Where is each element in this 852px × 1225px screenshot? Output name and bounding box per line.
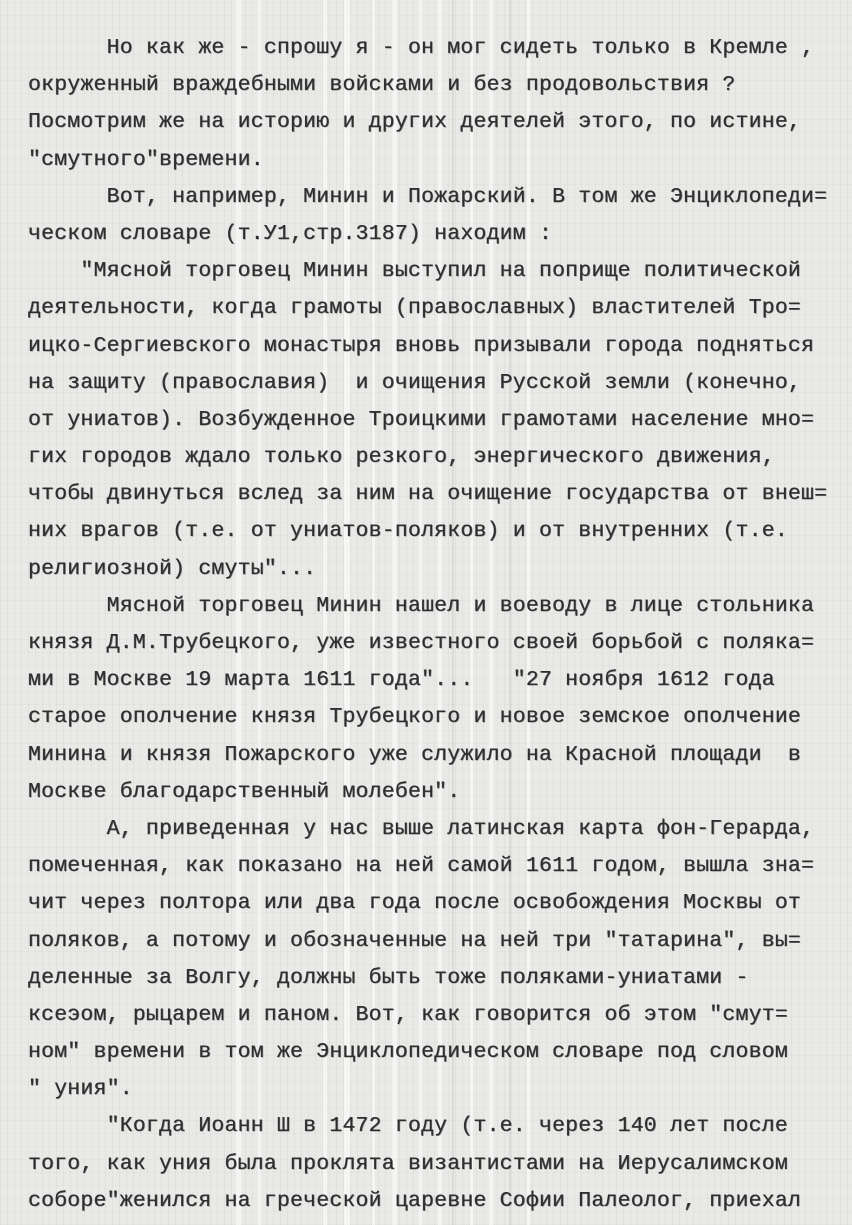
- text-line: деленные за Волгу, должны быть тоже поляками-униатами -: [28, 965, 749, 990]
- text-line: Вот, например, Минин и Пожарский. В том же Энциклопеди=: [28, 184, 828, 209]
- text-line: гих городов ждало только резкого, энергического движения,: [28, 445, 775, 470]
- text-line: чит через полтора или два года после освобождения Москвы от: [28, 891, 802, 916]
- text-line: Посмотрим же на историю и других деятелей этого, по истине,: [28, 110, 802, 135]
- text-line: деятельности, когда грамоты (православных) властителей Тро=: [28, 296, 802, 321]
- text-line: "смутного"времени.: [28, 147, 264, 172]
- text-line: окруженный враждебными войсками и без продовольствия ?: [28, 73, 736, 98]
- text-line: ми в Москве 19 марта 1611 года"... "27 ноября 1612 года: [28, 668, 775, 693]
- text-line: "Мясной торговец Минин выступил на поприще политической: [28, 259, 802, 284]
- text-line: поляков, а потому и обозначенные на ней три "татарина", вы=: [28, 928, 802, 953]
- text-line: А, приведенная у нас выше латинская карта фон-Герарда,: [28, 816, 815, 841]
- text-line: ксеэом, рыцарем и паном. Вот, как говорится об этом "смут=: [28, 1002, 788, 1027]
- text-line: " уния".: [28, 1077, 133, 1102]
- text-line: помеченная, как показано на ней самой 1611 годом, вышла зна=: [28, 854, 815, 879]
- text-line: Мясной торговец Минин нашел и воеводу в лице стольника: [28, 593, 815, 618]
- text-line: них врагов (т.е. от униатов-поляков) и от внутренних (т.е.: [28, 519, 788, 544]
- text-line: чтобы двинуться вслед за ним на очищение государства от внеш=: [28, 482, 828, 507]
- text-line: Минина и князя Пожарского уже служило на Красной площади в: [28, 742, 802, 767]
- text-line: соборе"женился на греческой царевне Софии Палеолог, приехал: [28, 1188, 802, 1213]
- document-text: [28, 30, 828, 1220]
- text-line: князя Д.М.Трубецкого, уже известного своей борьбой с поляка=: [28, 631, 815, 655]
- text-line: религиозной) смуты"...: [28, 556, 317, 581]
- text-line: "Когда Иоанн Ш в 1472 году (т.е. через 140 лет после: [28, 1114, 788, 1139]
- text-line: того, как уния была проклята византистами на Иерусалимском: [28, 1151, 788, 1176]
- text-line: Но как же - спрошу я - он мог сидеть только в Кремле ,: [28, 36, 815, 60]
- text-line: на защиту (православия) и очищения Русской земли (конечно,: [28, 370, 802, 395]
- text-line: ицко-Сергиевского монастыря вновь призывали города подняться: [28, 333, 815, 358]
- text-line: от униатов). Возбужденное Троицкими грамотами население мно=: [28, 407, 815, 432]
- text-line: ном" времени в том же Энциклопедическом словаре под словом: [28, 1040, 788, 1065]
- text-line: ческом словаре (т.У1,стр.3187) находим :: [28, 221, 553, 246]
- text-line: Москве благодарственный молебен".: [28, 779, 461, 804]
- text-line: старое ополчение князя Трубецкого и новое земское ополчение: [28, 705, 802, 730]
